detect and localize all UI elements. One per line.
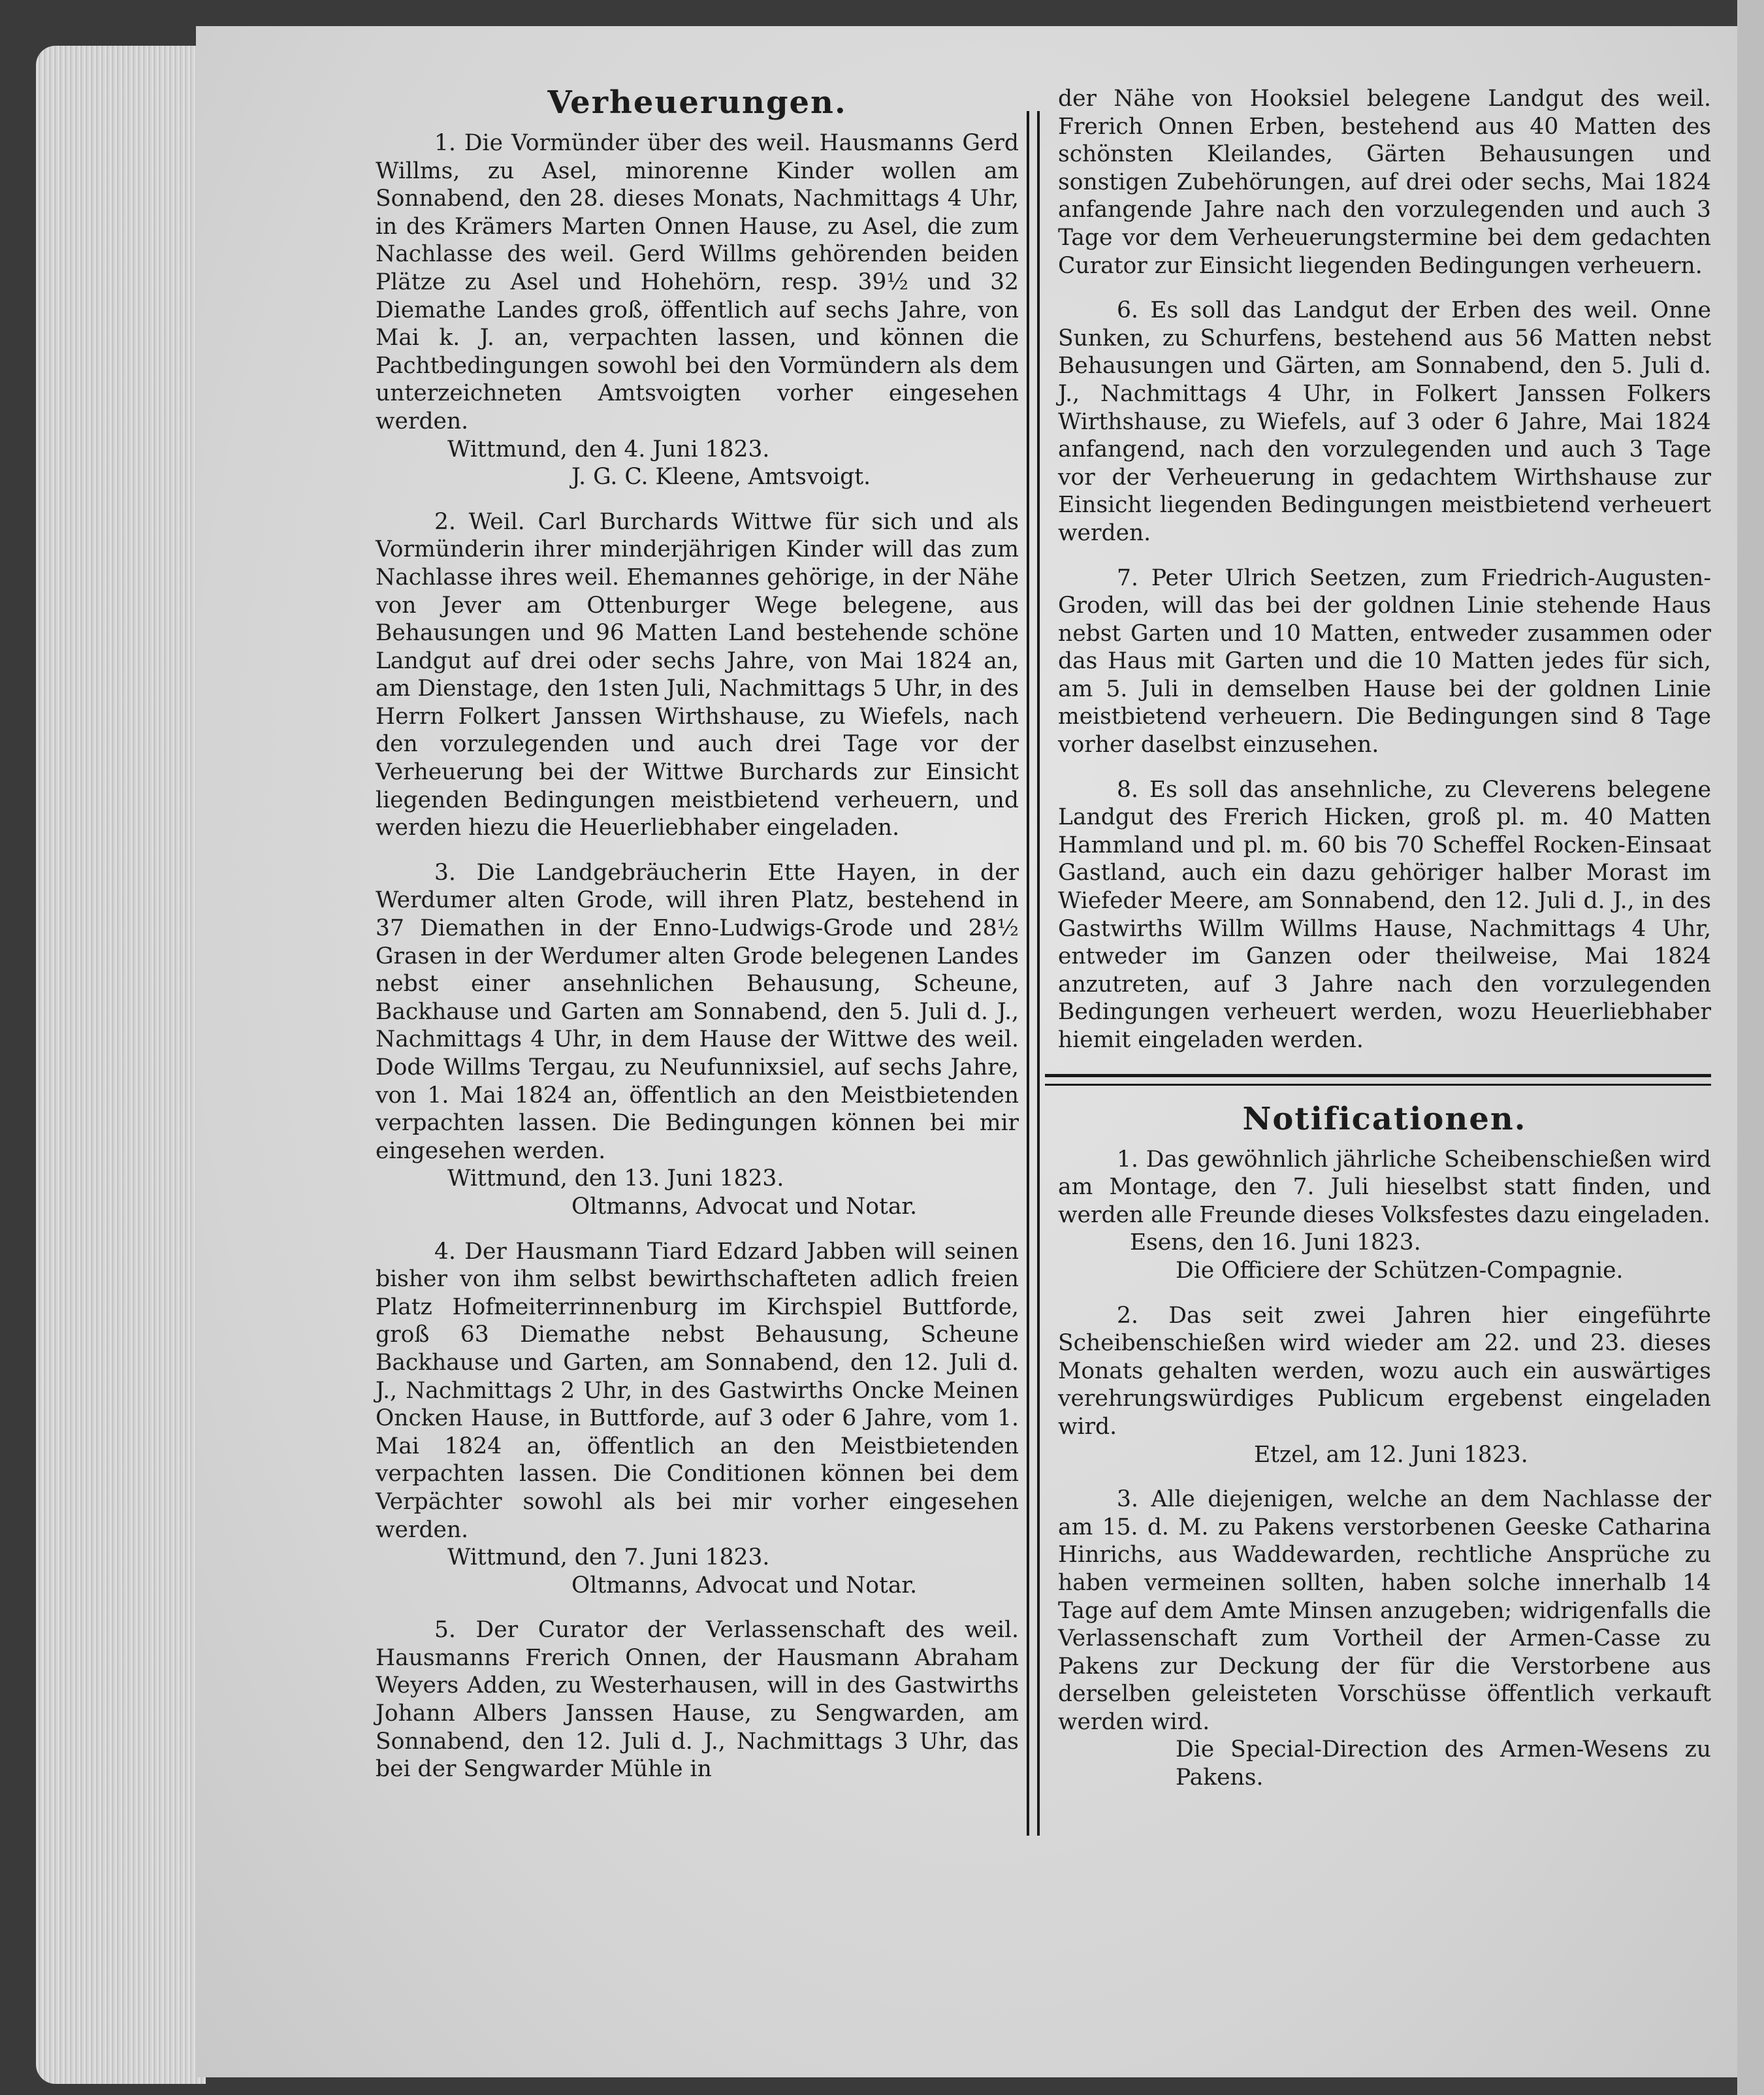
left-column — [376, 85, 1019, 1800]
notice-signature: Die Officiere der Schützen-Compagnie. — [1176, 1257, 1624, 1284]
notification-2 — [1058, 1302, 1711, 1469]
notice-text: 7. Peter Ulrich Seetzen, zum Friedrich-Augusten-Groden, will das bei der goldnen Linie stehende Haus nebst Garten und 10 Matten, entweder zusammen oder das Haus mit Garten und die 10 Matten jedes für sich, am 5. Juli in demselben Hause bei der goldnen Linie meistbietend verheuern. Die Bedingungen sind 8 Tage vorher daselbst einzusehen. — [1058, 564, 1711, 758]
book-page-edges — [36, 46, 206, 2084]
notice-5-continuation — [1058, 85, 1711, 280]
notice-text: 2. Das seit zwei Jahren hier eingeführte Scheibenschießen wird wieder am 22. und 23. dieses Monats gehalten werden, wozu auch ein auswärtiges verehrungswürdiges Publicum ergebenst eingeladen wird. — [1058, 1302, 1711, 1440]
notice-text: 1. Das gewöhnlich jährliche Scheibenschießen wird am Montage, den 7. Juli hieselbst statt finden, und werden alle Freunde dieses Volksfestes dazu eingeladen. — [1058, 1146, 1711, 1228]
notification-1 — [1058, 1146, 1711, 1285]
notice-signature: Oltmanns, Advocat und Notar. — [571, 1572, 918, 1599]
notice-4 — [376, 1238, 1019, 1600]
notice-signature: J. G. C. Kleene, Amtsvoigt. — [571, 464, 871, 491]
notice-6 — [1058, 297, 1711, 547]
notice-text: 1. Die Vormünder über des weil. Hausmanns Gerd Willms, zu Asel, minorenne Kinder wollen am Sonnabend, den 28. dieses Monats, Nachmittags 4 Uhr, in des Krämers Marten Onnen Hause, zu Asel, die zum Nachlasse des weil. Gerd Willms gehörenden beiden Plätze zu Asel und Hohehörn, resp. 39½ und 32 Diemathe Landes groß, öffentlich auf sechs Jahre, von Mai k. J. an, verpachten lassen, und können die Pachtbedingungen sowohl bei den Vormündern als dem unterzeichneten Amtsvoigten vorher eingesehen werden. — [376, 130, 1019, 434]
notice-date: Etzel, am 12. Juni 1823. — [1254, 1441, 1528, 1468]
notice-8 — [1058, 776, 1711, 1054]
notice-text: 5. Der Curator der Verlassenschaft des weil. Hausmanns Frerich Onnen, der Hausmann Abraham Weyers Adden, zu Westerhausen, will in des Gastwirths Johann Albers Janssen Hause, zu Sengwarden, am Sonnabend, den 12. Juli d. J., Nachmittags 3 Uhr, das bei der Sengwarder Mühle in — [376, 1617, 1019, 1783]
right-column — [1058, 85, 1711, 1809]
notice-date: Wittmund, den 13. Juni 1823. — [447, 1165, 784, 1192]
section-heading-notificationen: Notificationen. — [1242, 1100, 1527, 1137]
notice-5 — [376, 1616, 1019, 1783]
notice-2 — [376, 508, 1019, 842]
notice-signature: Oltmanns, Advocat und Notar. — [571, 1193, 918, 1220]
notice-7 — [1058, 564, 1711, 759]
notice-1 — [376, 129, 1019, 491]
notice-text: 3. Die Landgebräucherin Ette Hayen, in der Werdumer alten Grode, will ihren Platz, bestehend in 37 Diemathen in der Enno-Ludwigs-Grode und 28½ Grasen in der Werdumer alten Grode belegenen Landes nebst einer ansehnlichen Behausung, Scheune, Backhause und Garten am Sonnabend, den 5. Juli d. J., Nachmittags 4 Uhr, in dem Hause der Wittwe des weil. Dode Willms Tergau, zu Neufunnixsiel, auf sechs Jahre, von 1. Mai 1824 an, öffentlich an den Meistbietenden verpachten lassen. Die Bedingungen können bei mir eingesehen werden. — [376, 859, 1019, 1164]
notification-3 — [1058, 1486, 1711, 1792]
notice-text: 4. Der Hausmann Tiard Edzard Jabben will seinen bisher von ihm selbst bewirthschafteten adlich freien Platz Hofmeiterrinnenburg im Kirchspiel Buttforde, groß 63 Diemathe nebst Behausung, Scheune Backhause und Garten, am Sonnabend, den 12. Juli d. J., Nachmittags 2 Uhr, in des Gastwirths Oncke Meinen Oncken Hause, in Buttforde, auf 3 oder 6 Jahre, vom 1. Mai 1824 an, öffentlich an den Meistbietenden verpachten lassen. Die Conditionen können bei dem Verpächter sowohl als bei mir vorher eingesehen werden. — [376, 1238, 1019, 1543]
facing-page-edge — [1737, 0, 1764, 2095]
notice-signature: Die Special-Direction des Armen-Wesens zu Pakens. — [1176, 1736, 1711, 1791]
section-rule — [1045, 1074, 1711, 1086]
notice-text: 3. Alle diejenigen, welche an dem Nachlasse der am 15. d. M. zu Pakens verstorbenen Geeske Catharina Hinrichs, aus Waddewarden, rechtliche Ansprüche zu haben vermeinen sollten, haben solche innerhalb 14 Tage auf dem Amte Minsen anzugeben; widrigenfalls die Verlassenschaft zum Vortheil der Armen-Casse zu Pakens zur Deckung der für die Verstorbene aus derselben geleisteten Vorschüsse öffentlich verkauft werden wird. — [1058, 1486, 1711, 1735]
notice-3 — [376, 859, 1019, 1221]
notice-date: Esens, den 16. Juni 1823. — [1130, 1229, 1421, 1256]
notice-date: Wittmund, den 7. Juni 1823. — [447, 1544, 770, 1571]
notice-text: 8. Es soll das ansehnliche, zu Cleverens belegene Landgut des Frerich Hicken, groß pl. m. 40 Matten Hammland und pl. m. 60 bis 70 Scheffel Rocken-Einsaat Gastland, auch ein dazu gehöriger halber Morast im Wiefeder Meere, am Sonnabend, den 12. Juli d. J., in des Gastwirths Willm Willms Hause, Nachmittags 4 Uhr, entweder im Ganzen oder theilweise, Mai 1824 anzutreten, auf 3 Jahre nach den vorzulegenden Bedingungen verheuert werden, wozu Heuerliebhaber hiemit eingeladen werden. — [1058, 776, 1711, 1053]
notice-text: der Nähe von Hooksiel belegene Landgut des weil. Frerich Onnen Erben, bestehend aus 40 Matten des schönsten Kleilandes, Gärten Behausungen und sonstigen Zubehörungen, auf drei oder sechs, Mai 1824 anfangende Jahre nach den vorzulegenden und auch 3 Tage vor dem Verheuerungstermine bei dem gedachten Curator zur Einsicht liegenden Bedingungen verheuern. — [1058, 86, 1711, 279]
section-heading-verheuerungen: Verheuerungen. — [547, 84, 847, 121]
notice-date: Wittmund, den 4. Juni 1823. — [447, 436, 770, 463]
column-divider — [1027, 111, 1040, 1836]
notice-text: 6. Es soll das Landgut der Erben des weil. Onne Sunken, zu Schurfens, bestehend aus 56 Matten nebst Behausungen und Gärten, am Sonnabend, den 5. Juli d. J., Nachmittags 4 Uhr, in Folkert Janssen Folkers Wirthshause, zu Wiefels, auf 3 oder 6 Jahre, Mai 1824 anfangend, nach den vorzulegenden und auch 3 Tage vor der Verheuerung in gedachtem Wirthshause zur Einsicht liegenden Bedingungen meistbietend verheuert werden. — [1058, 297, 1711, 546]
notice-text: 2. Weil. Carl Burchards Wittwe für sich und als Vormünderin ihrer minderjährigen Kinder will das zum Nachlasse ihres weil. Ehemannes gehörige, in der Nähe von Jever am Ottenburger Wege belegene, aus Behausungen und 96 Matten Land bestehende schöne Landgut auf drei oder sechs Jahre, von Mai 1824 an, am Dienstage, den 1sten Juli, Nachmittags 5 Uhr, in des Herrn Folkert Janssen Wirthshause, zu Wiefels, nach den vorzulegenden und auch drei Tage vor der Verheuerung bei der Wittwe Burchards zur Einsicht liegenden Bedingungen meistbietend verheuern, und werden hiezu die Heuerliebhaber eingeladen. — [376, 508, 1019, 841]
